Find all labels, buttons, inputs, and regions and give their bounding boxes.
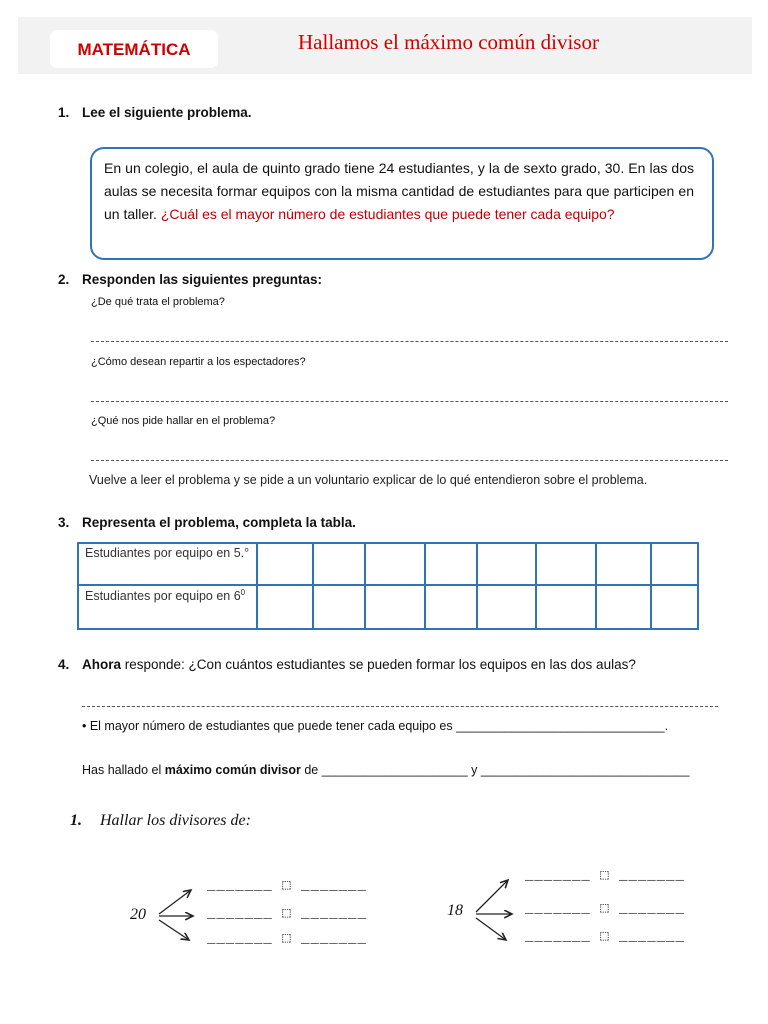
row-label-6th (78, 585, 257, 629)
table-cell[interactable] (365, 585, 425, 629)
question-3: ¿Qué nos pide hallar en el problema? (91, 415, 276, 427)
table-cell[interactable] (257, 585, 314, 629)
arrow-down (159, 920, 189, 940)
problem-text (104, 157, 694, 226)
table-row (78, 585, 698, 629)
section-3-label-bold: Representa el problema (82, 515, 236, 530)
table-cell[interactable] (596, 543, 651, 585)
section-4-label-bold: Ahora (82, 657, 122, 672)
table-cell[interactable] (536, 585, 596, 629)
row-label-6th-text: Estudiantes por equipo en 6 (85, 588, 241, 603)
answer-line-2[interactable] (91, 401, 728, 402)
section-1-label: Lee el siguiente problema. (82, 105, 252, 120)
table-cell[interactable] (365, 543, 425, 585)
table-cell[interactable] (596, 585, 651, 629)
divisor-line[interactable]: _______ ⬚ _______ (207, 878, 367, 894)
subject-badge: MATEMÁTICA (50, 30, 218, 68)
answer-line-4[interactable] (82, 706, 718, 707)
instruction-note: Vuelve a leer el problema y se pide a un voluntario explicar de lo qué entendieron sobre el problema. (89, 473, 648, 487)
table-cell[interactable] (651, 585, 698, 629)
table-cell[interactable] (425, 543, 477, 585)
divisor-line[interactable]: _______ ⬚ _______ (525, 868, 685, 884)
divisor-line[interactable]: _______ ⬚ _______ (207, 931, 367, 947)
divisors-table (77, 542, 699, 630)
divisor-line[interactable]: _______ ⬚ _______ (525, 929, 685, 945)
arrow-up (476, 880, 508, 912)
mcd-pre: Has hallado el (82, 763, 165, 777)
section-4-label (82, 657, 636, 672)
mcd-statement (82, 763, 689, 777)
section-3-number: 3. (58, 515, 70, 530)
number-20: 20 (130, 906, 146, 923)
table-cell[interactable] (477, 585, 537, 629)
question-2: ¿Cómo desean repartir a los espectadores? (91, 356, 306, 368)
problem-statement: En un colegio, el aula de quinto grado tiene 24 estudiantes, y la de sexto grado, 30. En las dos aulas se necesita formar equipos con la misma cantidad de estudiantes para que participen en un taller. (104, 160, 694, 222)
arrows-20 (155, 878, 205, 948)
mcd-bold: máximo común divisor (164, 763, 301, 777)
number-18: 18 (447, 902, 463, 919)
section-3-label (82, 515, 356, 530)
section-4-label-rest: responde: ¿Con cuántos estudiantes se pueden formar los equipos en las dos aulas? (121, 657, 636, 672)
arrow-down (476, 918, 506, 940)
section-3-label-rest: , completa la tabla. (235, 515, 356, 530)
mcd-post: de _____________________ y ______________________________ (300, 763, 690, 777)
table-cell[interactable] (313, 543, 365, 585)
section-1-number: 1. (58, 105, 70, 120)
table-cell[interactable] (425, 585, 477, 629)
answer-line-3[interactable] (91, 460, 728, 461)
row-label-5th: Estudiantes por equipo en 5.° (78, 543, 257, 585)
section-2-label: Responden las siguientes preguntas: (82, 272, 323, 287)
table-cell[interactable] (536, 543, 596, 585)
arrows-18 (472, 868, 522, 948)
row-label-6th-sup: 0 (240, 587, 246, 597)
section-5-number: 1. (70, 812, 82, 829)
table-row (78, 543, 698, 585)
page-title: Hallamos el máximo común divisor (298, 30, 599, 54)
divisor-line[interactable]: _______ ⬚ _______ (207, 906, 367, 922)
table-cell[interactable] (477, 543, 537, 585)
question-1: ¿De qué trata el problema? (91, 296, 225, 308)
section-5-label: Hallar los divisores de: (100, 812, 251, 829)
table-cell[interactable] (257, 543, 314, 585)
table-cell[interactable] (651, 543, 698, 585)
divisor-line[interactable]: _______ ⬚ _______ (525, 901, 685, 917)
arrow-up (159, 890, 191, 914)
section-4-number: 4. (58, 657, 70, 672)
answer-line-1[interactable] (91, 341, 728, 342)
table-cell[interactable] (313, 585, 365, 629)
problem-question: ¿Cuál es el mayor número de estudiantes que puede tener cada equipo? (160, 206, 615, 222)
section-2-number: 2. (58, 272, 70, 287)
bullet-statement: • El mayor número de estudiantes que puede tener cada equipo es ______________________________. (82, 719, 669, 733)
